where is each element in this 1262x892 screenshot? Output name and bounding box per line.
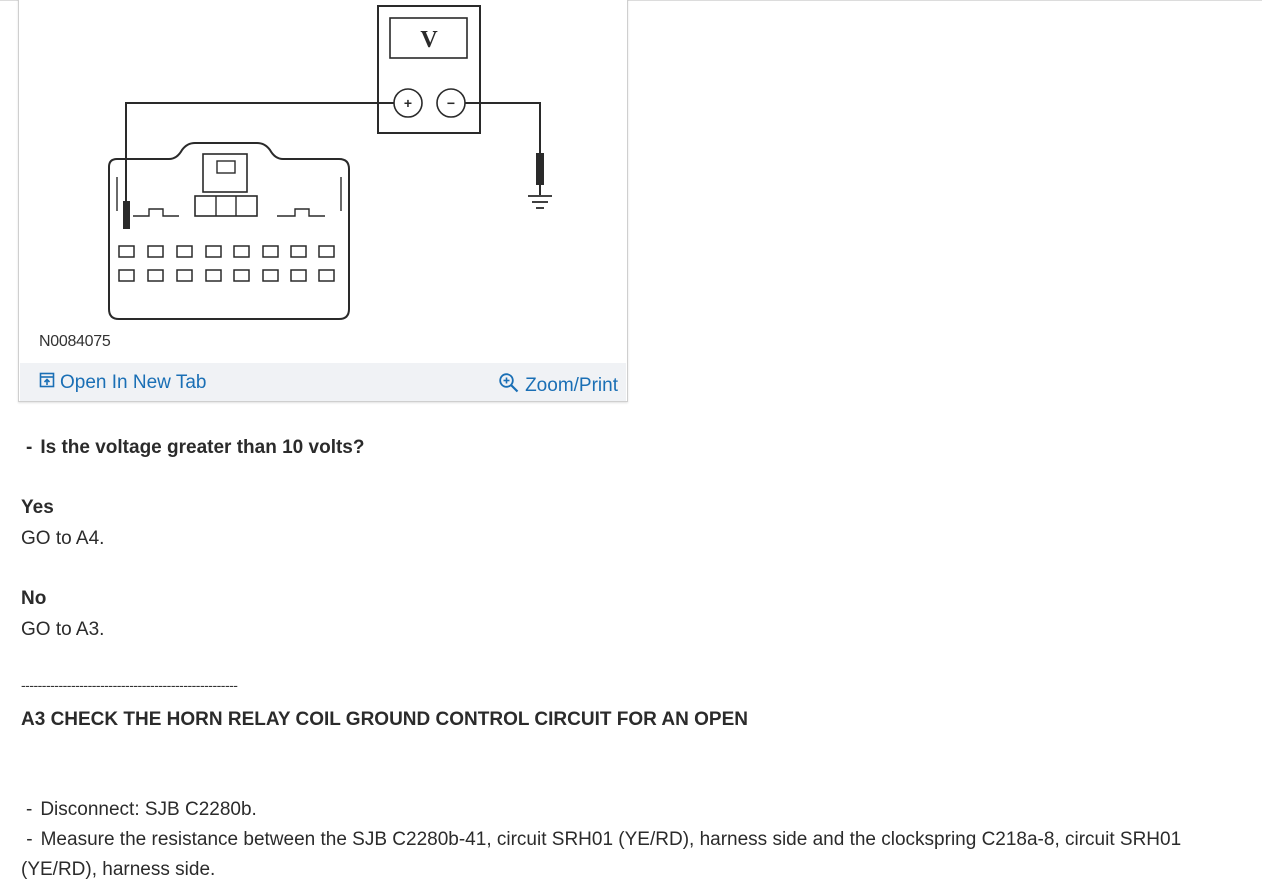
figure-container — [18, 0, 628, 402]
question — [26, 437, 364, 459]
probe-negative — [536, 153, 544, 185]
answer-yes-action: GO to A4. — [21, 528, 105, 549]
question-text: Is the voltage greater than 10 volts? — [40, 437, 365, 458]
figure-caption: N0084075 — [39, 333, 111, 350]
zoom-print-link[interactable] — [498, 372, 618, 400]
section-separator: ---------------------------------------------------- — [21, 677, 238, 693]
circuit-diagram — [19, 0, 627, 363]
instruction-item: - Measure the resistance between the SJB C2280b-41, circuit SRH01 (YE/RD), harness side and the clockspring C218a-8, circuit SRH01 (YE/RD), harness side. — [21, 829, 1182, 880]
open-in-new-tab-link[interactable] — [39, 372, 206, 394]
voltmeter-label: V — [420, 27, 438, 53]
connector-pins — [119, 246, 334, 281]
minus-symbol: − — [446, 95, 456, 111]
answer-yes-label: Yes — [21, 497, 54, 518]
voltmeter-body — [378, 6, 480, 133]
zoom-in-icon — [498, 372, 520, 400]
question-dash: - — [26, 437, 33, 458]
figure-toolbar — [20, 363, 626, 401]
connector-body — [109, 143, 349, 319]
open-in-new-tab-label: Open In New Tab — [60, 372, 207, 393]
answer-no-action: GO to A3. — [21, 619, 105, 640]
zoom-print-label: Zoom/Print — [525, 375, 618, 396]
instruction-item: - Disconnect: SJB C2280b. — [26, 799, 257, 820]
positive-lead — [126, 103, 394, 227]
probe-positive — [123, 201, 130, 229]
negative-lead — [465, 103, 540, 155]
plus-symbol: + — [403, 95, 413, 111]
step-title: A3 CHECK THE HORN RELAY COIL GROUND CONTROL CIRCUIT FOR AN OPEN — [21, 709, 748, 730]
answer-no-label: No — [21, 588, 47, 609]
open-new-tab-icon — [39, 372, 55, 394]
